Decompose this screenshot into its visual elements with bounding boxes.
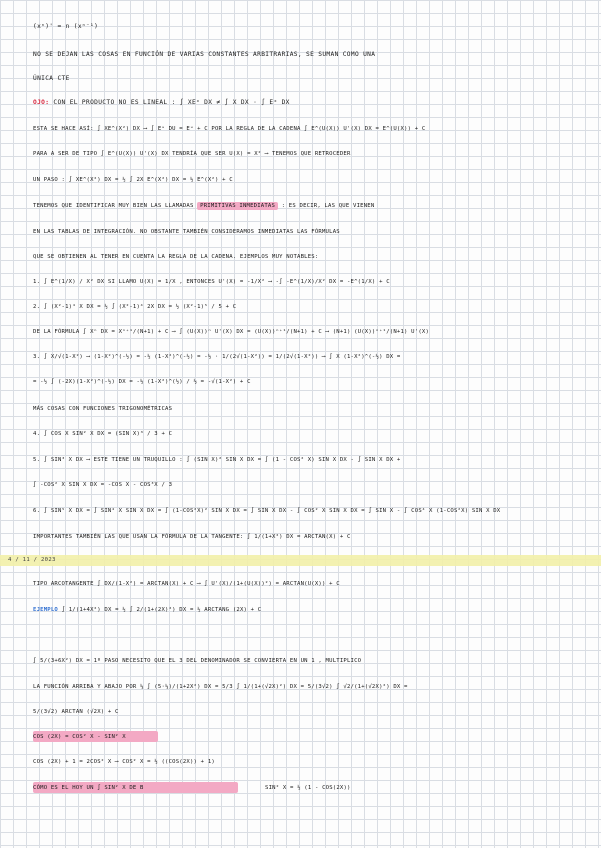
example-6: 6. ∫ SIN⁵ X DX = ∫ SIN⁴ X SIN X DX = ∫ (1-COS²X)² SIN X DX = ∫ SIN X DX - ∫ COS² X SIN X DX = ∫ SIN X - ∫ COS⁴ X (1-COS²X) SIN X DX	[33, 508, 501, 514]
example-1: 1. ∫ E^(1/X) / X² DX SI LLAMO U(X) = 1/X , ENTONCES U'(X) = -1/X² ⟶ -∫ -E^(1/X)/X² DX = -E^(1/X) + C	[33, 279, 390, 285]
trig-heading: MÁS COSAS CON FUNCIONES TRIGONOMÉTRICAS	[33, 406, 173, 412]
date-label: 4 / 11 / 2023	[8, 557, 56, 563]
note-text-line: ÚNICA CTE	[33, 75, 70, 82]
warning-line	[33, 98, 290, 107]
warning-text: CON EL PRODUCTO NO ES LINEAL : ∫ XEˣ DX ≠ ∫ X DX · ∫ Eˣ DX	[53, 99, 290, 106]
example-step-line: ∫ 5/(3+6X²) DX = 1º PASO NECESITO QUE EL 3 DEL DENOMINADOR SE CONVIERTA EN UN 1 , MULTIPLICO	[33, 658, 362, 664]
example-5-continued: ∫ -COS² X SIN X DX = -COS X - COS³X / 3	[33, 482, 173, 488]
cos-squared-identity: COS (2X) + 1 = 2COS² X ⟶ COS² X = ½ ((COS(2X)) + 1)	[33, 759, 215, 765]
primitives-line	[33, 202, 374, 211]
highlighted-term: PRIMITIVAS INMEDIATAS	[197, 202, 278, 210]
example-3-continued: = -½ ∫ (-2X)(1-X²)^(-½) DX = -½ (1-X²)^(½) / ½ = -√(1-X²) + C	[33, 379, 251, 385]
note-text-line: QUE SE OBTIENEN AL TENER EN CUENTA LA REGLA DE LA CADENA. EJEMPLOS MUY NOTABLES:	[33, 254, 319, 260]
example-3: 3. ∫ X/√(1-X²) ⟶ (1-X²)^(-½) = -½ (1-X²)^(-½) = -½ · 1/(2√(1-X²)) = 1/(2√(1-X²)) ⟶ ∫ X (1-X²)^(-½) DX =	[33, 354, 401, 360]
date-highlight-band	[0, 555, 601, 566]
chain-rule-formula: DE LA FÓRMULA ∫ Xⁿ DX = Xⁿ⁺¹/(N+1) + C ⟶ ∫ (U(X))ⁿ U'(X) DX = (U(X))ⁿ⁺¹/(N+1) + C ⟶ (N+1) (U(X))ⁿ⁺¹/(N+1) U'(X)	[33, 329, 430, 335]
example-step-line: LA FUNCIÓN ARRIBA Y ABAJO POR ⅓ ∫ (5·⅓)/(1+2X²) DX = 5/3 ∫ 1/(1+(√2X)²) DX = 5/(3√2) ∫ √2/(1+(√2X)²) DX =	[33, 684, 408, 690]
example-2: 2. ∫ (X²-1)⁴ X DX = ½ ∫ (X²-1)⁴ 2X DX = ½ (X²-1)⁵ / 5 + C	[33, 304, 237, 310]
example-label: EJEMPLO	[33, 607, 58, 613]
sin-squared-identity: SIN² X = ½ (1 - COS(2X))	[265, 785, 351, 791]
tangent-formula-line: IMPORTANTES TAMBIÉN LAS QUE USAN LA FÓRMULA DE LA TANGENTE: ∫ 1/(1+X²) DX = ARCTAN(X) + C	[33, 534, 351, 540]
example-text: ∫ 1/(1+4X²) DX = ½ ∫ 2/(1+(2X)²) DX = ½ ARCTANG (2X) + C	[61, 607, 262, 613]
example-result-line: 5/(3√2) ARCTAN (√2X) + C	[33, 709, 119, 715]
sin-squared-question: CÓMO ES EL HOY UN ∫ SIN² X DE Β	[33, 785, 144, 791]
arctangent-type-line: TIPO ARCOTANGENTE ∫ DX/(1-X²) = ARCTAN(X) + C ⟶ ∫ U'(X)/(1+(U(X))²) = ARCTAN(U(X)) + C	[33, 581, 340, 587]
example-4: 4. ∫ COS X SIN² X DX = (SIN X)³ / 3 + C	[33, 431, 173, 437]
note-text-line: PARA A SER DE TIPO ∫ E^(U(X)) U'(X) DX TENDRÍA QUE SER U(X) = X² ⟶ TENEMOS QUE RETROCEDER	[33, 151, 351, 157]
note-text: : ES DECIR, LAS QUE VIENEN	[281, 203, 375, 209]
note-text-line: EN LAS TABLAS DE INTEGRACIÓN. NO OBSTANTE TAMBIÉN CONSIDERAMOS INMEDIATAS LAS FÓRMULAS	[33, 229, 340, 235]
example-line	[33, 606, 261, 615]
double-angle-identity: COS (2X) = COS² X - SIN² X	[33, 734, 126, 740]
example-5: 5. ∫ SIN³ X DX ⟶ ESTE TIENE UN TRUQUILLO : ∫ (SIN X)² SIN X DX = ∫ (1 - COS² X) SIN X DX - ∫ SIN X DX +	[33, 457, 401, 463]
power-rule-line: (xⁿ)' = n (xⁿ⁻¹)	[33, 23, 99, 30]
note-text: TENEMOS QUE IDENTIFICAR MUY BIEN LAS LLAMADAS	[33, 203, 194, 209]
note-text-line: NO SE DEJAN LAS COSAS EN FUNCIÓN DE VARIAS CONSTANTES ARBITRARIAS, SE SUMAN COMO UNA	[33, 51, 376, 58]
warning-label: OJO:	[33, 99, 50, 106]
note-text-line: ESTA SE HACE ASÍ: ∫ XE^(X²) DX ⟶ ∫ Eᵘ DU = Eᵘ + C POR LA REGLA DE LA CADENA ∫ E^(U(X)) U'(X) DX = E^(U(X)) + C	[33, 126, 426, 132]
note-text-line: UN PASO : ∫ XE^(X²) DX = ½ ∫ 2X E^(X²) DX = ½ E^(X²) + C	[33, 177, 233, 183]
